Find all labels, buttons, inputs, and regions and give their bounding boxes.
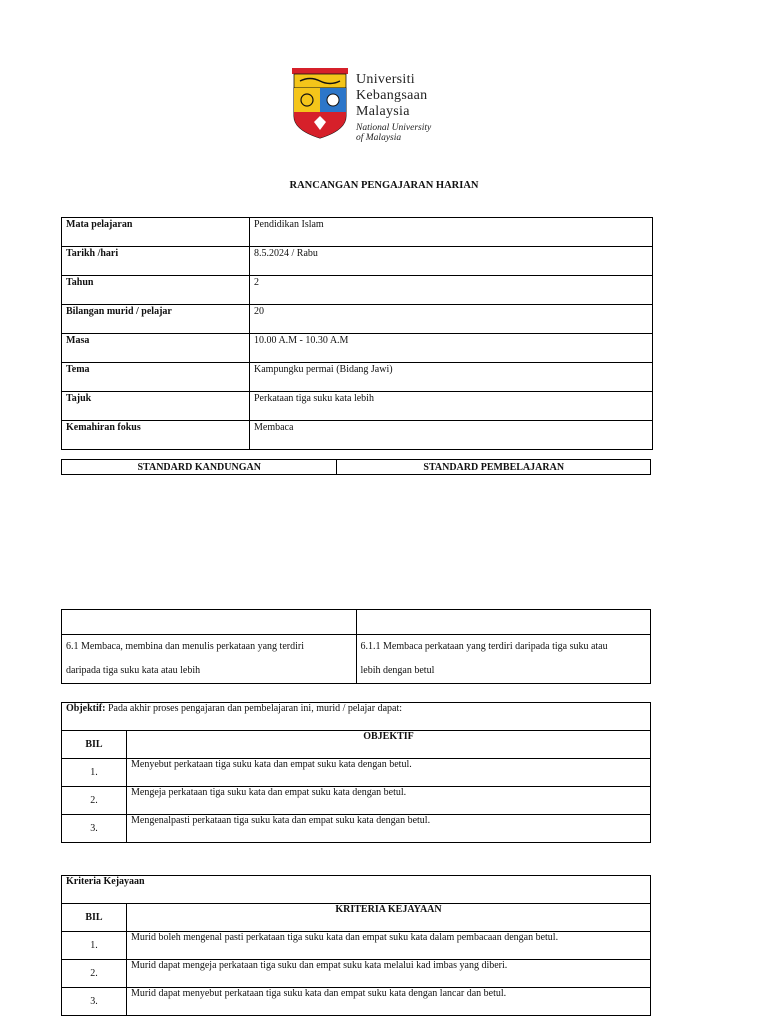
table-row [62, 305, 653, 334]
info-label: Masa [62, 334, 250, 363]
header-standard-pembelajaran: STANDARD PEMBELAJARAN [337, 460, 651, 475]
info-value: Membaca [250, 421, 653, 450]
objektif-text: Mengeja perkataan tiga suku kata dan empat suku kata dengan betul. [127, 787, 651, 815]
objektif-bil: 1. [62, 759, 127, 787]
column-header-kriteria: KRITERIA KEJAYAAN [127, 904, 651, 932]
table-row [62, 815, 651, 843]
pembelajaran-line: lebih dengan betul [360, 665, 435, 676]
info-label: Mata pelajaran [62, 218, 250, 247]
info-label: Bilangan murid / pelajar [62, 305, 250, 334]
table-row [62, 421, 653, 450]
standard-kandungan-cell [62, 635, 357, 684]
info-value: Pendidikan Islam [250, 218, 653, 247]
objektif-bil: 3. [62, 815, 127, 843]
info-label: Tarikh /hari [62, 247, 250, 276]
table-row [62, 363, 653, 392]
kriteria-intro: Kriteria Kejayaan [62, 876, 651, 904]
standard-content-table [61, 609, 651, 684]
table-row [62, 218, 653, 247]
document-title: RANCANGAN PENGAJARAN HARIAN [289, 180, 479, 191]
table-row [62, 787, 651, 815]
info-value: Kampungku permai (Bidang Jawi) [250, 363, 653, 392]
kriteria-bil: 2. [62, 960, 127, 988]
info-value: Perkataan tiga suku kata lebih [250, 392, 653, 421]
column-header-bil: BIL [62, 904, 127, 932]
table-row [62, 759, 651, 787]
table-row [62, 960, 651, 988]
university-wordmark [356, 72, 431, 143]
kriteria-table [61, 875, 651, 1016]
table-row [62, 703, 651, 731]
objektif-table [61, 702, 651, 843]
table-row [62, 904, 651, 932]
header-standard-kandungan: STANDARD KANDUNGAN [62, 460, 337, 475]
info-label: Tajuk [62, 392, 250, 421]
objektif-text: Mengenalpasti perkataan tiga suku kata dan empat suku kata dengan betul. [127, 815, 651, 843]
info-label: Kemahiran fokus [62, 421, 250, 450]
table-row [62, 610, 651, 635]
objektif-bil: 2. [62, 787, 127, 815]
kriteria-text: Murid dapat menyebut perkataan tiga suku kata dan empat suku kata dengan lancar dan betul. [127, 988, 651, 1016]
info-table [61, 217, 653, 450]
blank-cell [62, 610, 357, 635]
objektif-intro-text: Pada akhir proses pengajaran dan pembelajaran ini, murid / pelajar dapat: [105, 703, 403, 714]
table-row [62, 988, 651, 1016]
info-value: 10.00 A.M - 10.30 A.M [250, 334, 653, 363]
table-row [62, 276, 653, 305]
pembelajaran-line: 6.1.1 Membaca perkataan yang terdiri daripada tiga suku atau [360, 641, 608, 652]
table-row [62, 635, 651, 684]
info-value: 8.5.2024 / Rabu [250, 247, 653, 276]
standard-header-table [61, 459, 651, 475]
table-row [62, 460, 651, 475]
column-header-objektif: OBJEKTIF [127, 731, 651, 759]
column-header-bil: BIL [62, 731, 127, 759]
kriteria-bil: 3. [62, 988, 127, 1016]
table-row [62, 392, 653, 421]
kandungan-line: daripada tiga suku kata atau lebih [66, 665, 201, 676]
objektif-text: Menyebut perkataan tiga suku kata dan empat suku kata dengan betul. [127, 759, 651, 787]
blank-cell [356, 610, 651, 635]
standard-pembelajaran-cell [356, 635, 651, 684]
logo-sub-2: of Malaysia [356, 133, 402, 143]
objektif-intro [62, 703, 651, 731]
logo-line-2: Kebangsaan [356, 88, 428, 103]
info-value: 2 [250, 276, 653, 305]
table-row [62, 731, 651, 759]
table-row [62, 876, 651, 904]
info-value: 20 [250, 305, 653, 334]
logo-sub-1: National University [356, 123, 432, 133]
logo-line-1: Universiti [356, 72, 415, 87]
kriteria-bil: 1. [62, 932, 127, 960]
kandungan-line: 6.1 Membaca, membina dan menulis perkataan yang terdiri [66, 641, 304, 652]
table-row [62, 932, 651, 960]
table-row [62, 247, 653, 276]
table-row [62, 334, 653, 363]
objektif-intro-label: Objektif: [66, 703, 106, 714]
info-label: Tahun [62, 276, 250, 305]
logo-line-3: Malaysia [356, 104, 410, 119]
kriteria-text: Murid dapat mengeja perkataan tiga suku dan empat suku kata melalui kad imbas yang diberi. [127, 960, 651, 988]
info-label: Tema [62, 363, 250, 392]
kriteria-text: Murid boleh mengenal pasti perkataan tiga suku kata dan empat suku kata dalam pembacaan dengan betul. [127, 932, 651, 960]
